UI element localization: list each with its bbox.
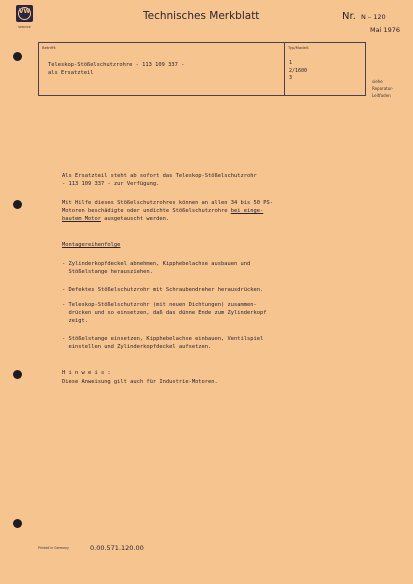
paragraph-intro [62,172,257,188]
punch-hole-lower-middle [13,370,22,379]
betreff-line-1: Teleskop-Stößelschutzrohre - 113 109 337 - [48,62,185,68]
step-2-line-1: - Defektes Stößelschutzrohr mit Schraubendreher herausdrücken. [62,287,264,293]
usage-line-2-underlined: bei einge- [230,208,264,214]
betreff-line-2: als Ersatzteil [48,70,94,76]
nr-label: Nr. [342,11,356,22]
info-box [38,42,366,96]
punch-hole-top [13,52,22,61]
hint-heading: H i n w e i s : [62,370,111,376]
step-4-line-1: - Stößelstange einsetzen, Kipphebelachse einbauen, Ventilspiel [62,336,264,342]
typ-label: Typ/Modell: [288,45,310,50]
logo-caption: SERVICE [18,25,31,29]
usage-line-1: Mit Hilfe dieses Stößelschutzrohres können an allen 34 bis 50 PS- [62,200,273,206]
usage-line-3-underlined: bautem Motor [62,216,101,222]
typ-line-1: 1 [289,60,293,66]
betreff-text [48,61,184,77]
paragraph-usage [62,199,273,223]
printed-in: Printed in Germany [38,546,69,550]
punch-hole-upper-middle [13,200,22,209]
step-3 [62,301,266,325]
typ-line-2: 2/1600 [289,67,308,74]
typ-text [289,60,307,83]
step-4-line-2: einstellen und Zylinderkopfdeckel aufsetzen. [62,344,212,350]
step-4 [62,335,263,351]
step-2 [62,286,263,294]
step-1-line-1: - Zylinderkopfdeckel abnehmen, Kipphebelachse ausbauen und [62,261,251,267]
intro-line-2: - 113 109 337 - zur Verfügung. [62,181,160,187]
side-note [372,78,393,99]
step-3-line-1: - Teleskop-Stößelschutzrohr (mit neuen Dichtungen) zusammen- [62,302,257,308]
step-1 [62,260,250,276]
logo-text: VW [18,8,31,15]
step-3-line-2: drücken und so einsetzen, daß das dünne Ende zum Zylinderkopf [62,310,267,316]
page-title: Technisches Merkblatt [143,10,260,22]
intro-line-1: Als Ersatzteil steht ab sofort das Teleskop-Stößelschutzrohr [62,173,257,179]
betreff-label: Betrifft: [42,45,57,50]
vw-logo [16,5,33,22]
side-note-line-2: Reparatur- [372,86,394,91]
hint-text: Diese Anweisung gilt auch für Industrie-Motoren. [62,379,218,385]
side-note-line-1: siehe [372,79,383,84]
box-divider [284,43,285,95]
usage-line-2: Motoren beschädigte oder undichte Stößelschutzrohre [62,208,231,214]
step-1-line-2: Stößelstange herausziehen. [62,269,153,275]
part-number: 0.00.571.120.00 [90,544,144,552]
section-heading: Montagereihenfolge [62,242,121,248]
usage-line-3-rest: ausgetauscht werden. [100,216,170,222]
issue-date: Mai 1976 [370,26,401,34]
step-3-line-3: zeigt. [62,318,88,324]
nr-value: N – 120 [361,13,386,21]
side-note-line-3: Leitfaden [372,93,391,98]
typ-line-3: 3 [289,75,293,81]
punch-hole-bottom [13,519,22,528]
